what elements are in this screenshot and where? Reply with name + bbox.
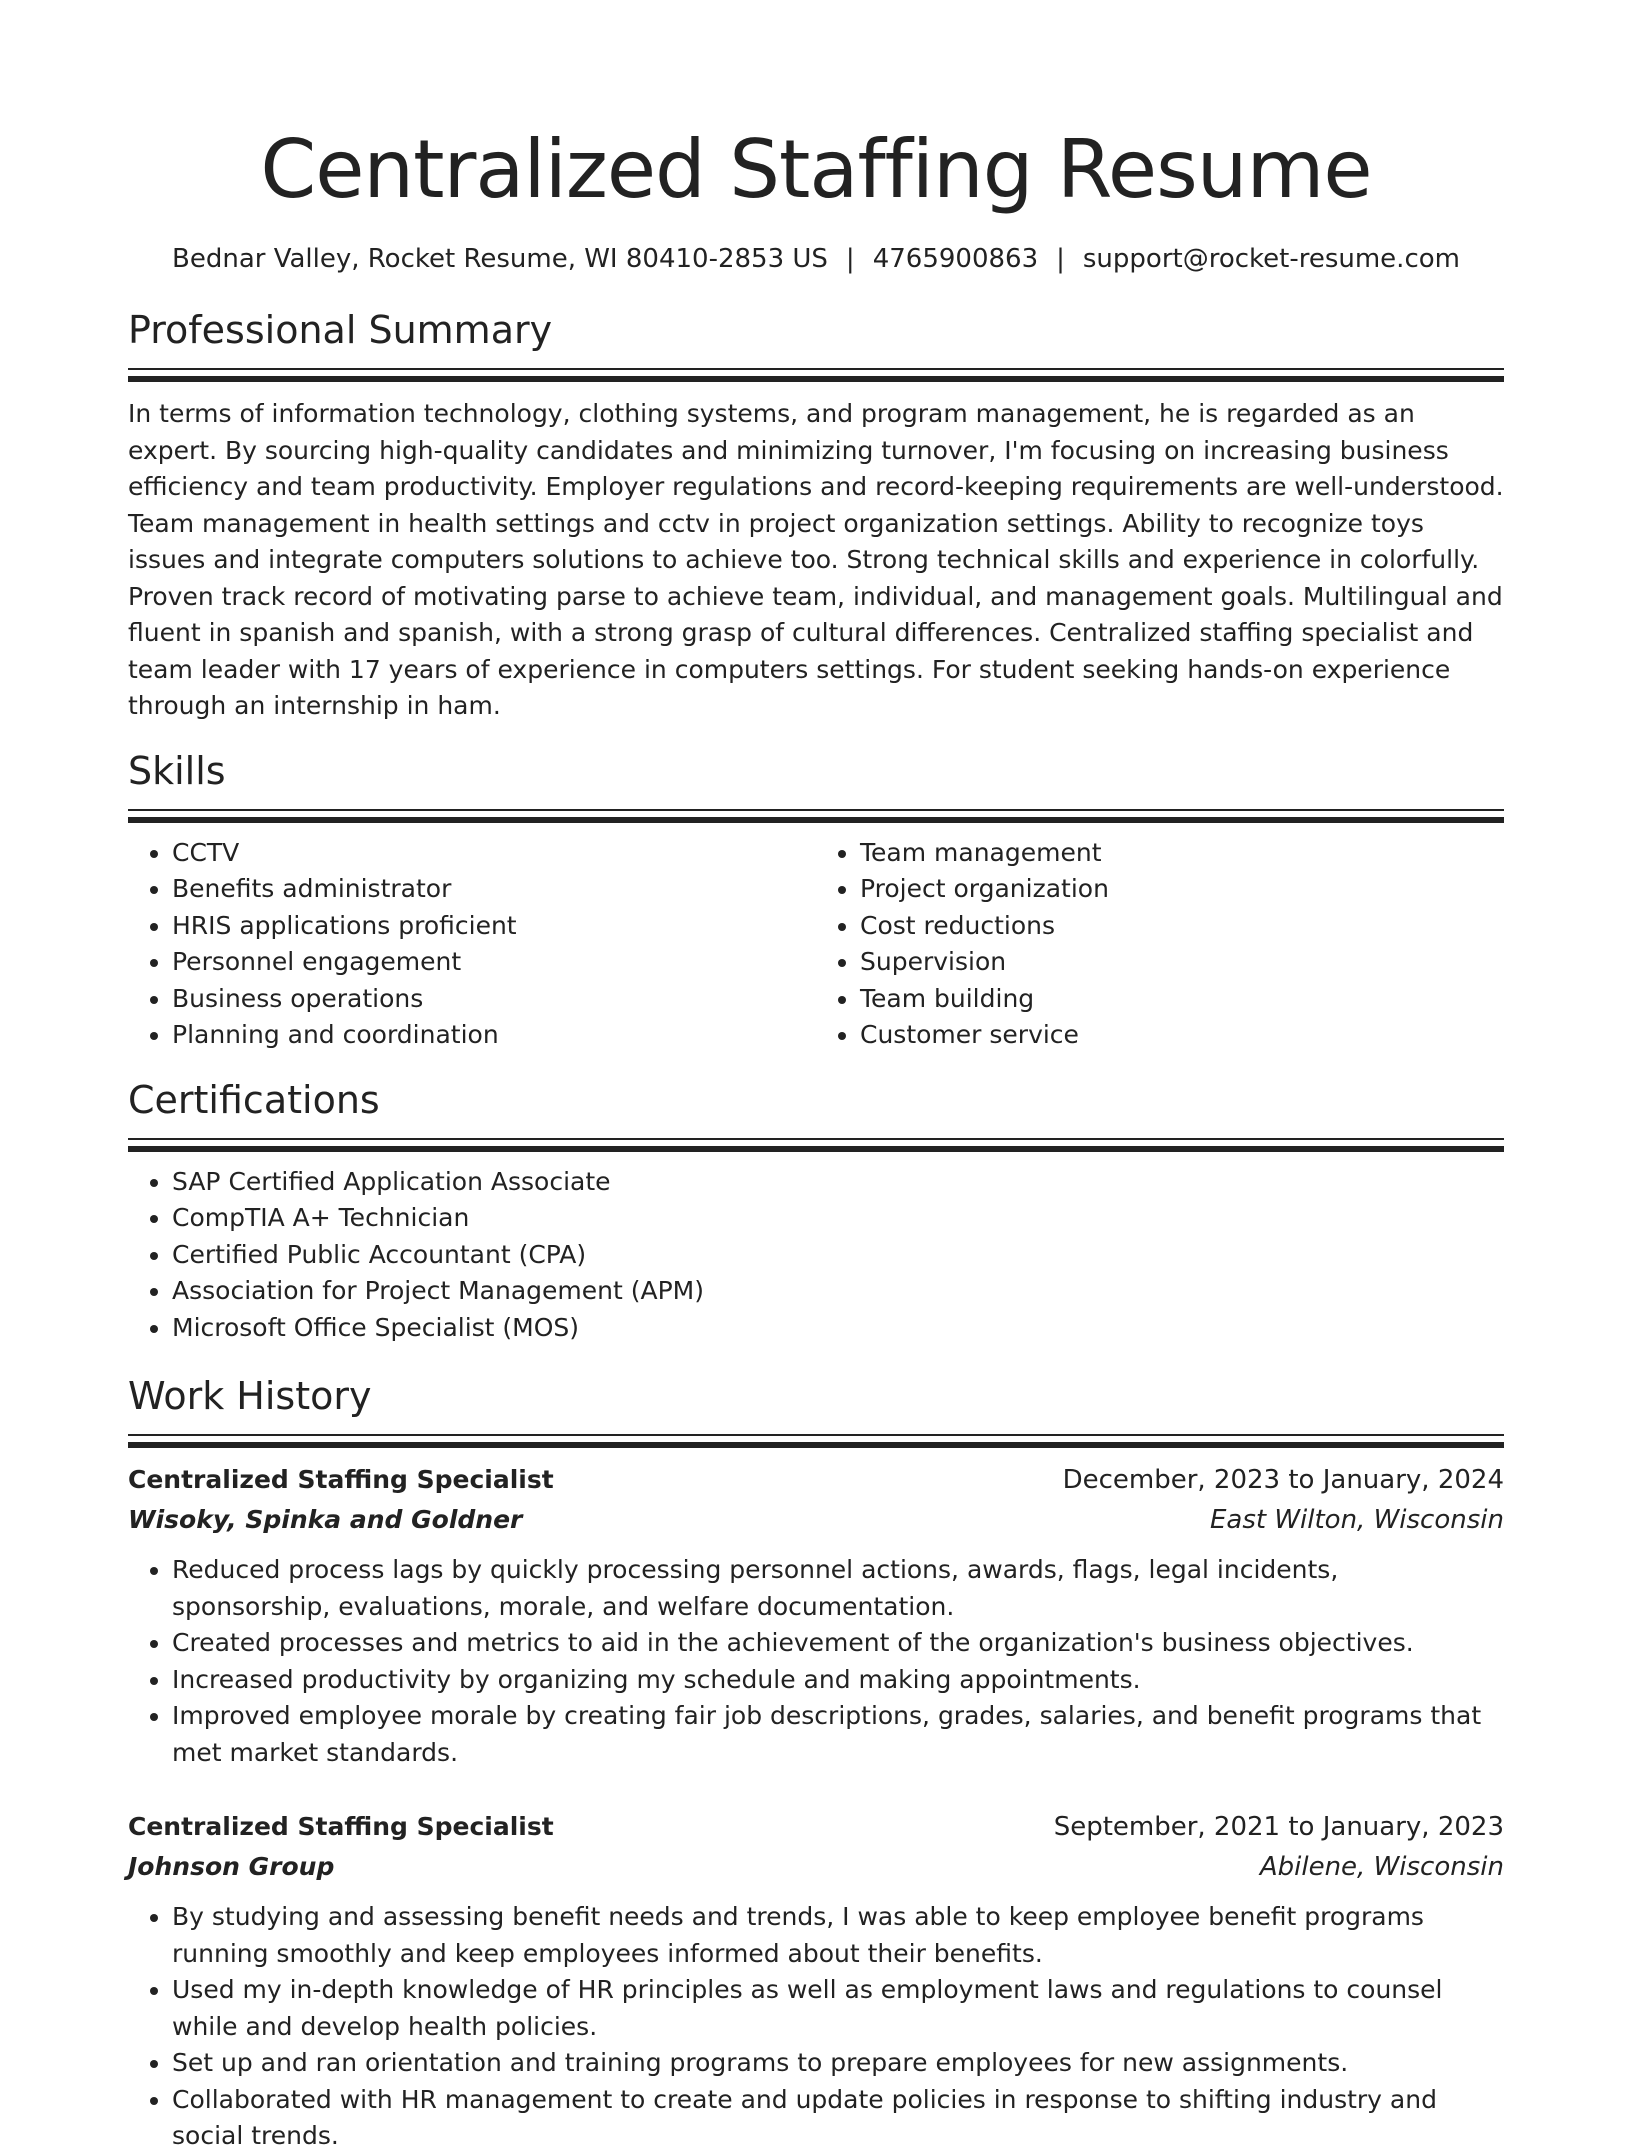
resume-title: Centralized Staffing Resume: [260, 123, 1372, 216]
skill-item: • Team building: [860, 981, 1504, 1018]
job-title: Centralized Staffing Specialist: [128, 1465, 554, 1494]
job-company: Wisoky, Spinka and Goldner: [128, 1505, 523, 1534]
certifications-list: [128, 1164, 1504, 1347]
job-bullet: • Used my in-depth knowledge of HR principles as well as employment laws and regulations to counsel while and develop health policies.: [172, 1972, 1504, 2045]
job-subheader-row: [128, 1500, 1504, 1540]
job-subheader-row: [128, 1847, 1504, 1887]
job-entry: [128, 1807, 1504, 2155]
certifications-section: [128, 1076, 1504, 1347]
job-bullet: • Set up and ran orientation and training programs to prepare employees for new assignments.: [172, 2045, 1504, 2082]
job-bullets: [128, 1899, 1504, 2155]
skill-item: • Project organization: [860, 871, 1504, 908]
certification-item: • Association for Project Management (APM): [172, 1273, 1504, 1310]
contact-separator: |: [1056, 244, 1065, 274]
job-header-row: [128, 1460, 1504, 1500]
section-divider: [128, 368, 1504, 382]
contact-line: [128, 242, 1504, 276]
skill-item: • Cost reductions: [860, 908, 1504, 945]
summary-heading: Professional Summary: [128, 308, 553, 352]
section-divider: [128, 1434, 1504, 1448]
job-company: Johnson Group: [128, 1852, 335, 1881]
contact-separator: |: [845, 244, 855, 274]
section-divider: [128, 809, 1504, 823]
job-dates: September, 2021 to January, 2023: [1053, 1812, 1504, 1842]
skill-item: • Planning and coordination: [172, 1017, 816, 1054]
skill-item: • HRIS applications proficient: [172, 908, 816, 945]
contact-address: Bednar Valley, Rocket Resume, WI 80410-2853 US: [172, 244, 828, 274]
summary-text: In terms of information technology, clothing systems, and program management, he is regarded as an expert. By sourcing high-quality candidates and minimizing turnover, I'm focusing on increasing business efficiency and team productivity. Employer regulations and record-keeping requirements are well-understood. Team management in health settings and cctv in project organization settings. Ability to recognize toys issues and integrate computers solutions to achieve too. Strong technical skills and experience in colorfully. Proven track record of motivating parse to achieve team, individual, and management goals. Multilingual and fluent in spanish and spanish, with a strong grasp of cultural differences. Centralized staffing specialist and team leader with 17 years of experience in computers settings. For student seeking hands-on experience through an internship in ham.: [128, 399, 1504, 720]
job-bullet: • Improved employee morale by creating fair job descriptions, grades, salaries, and benefit programs that met market standards.: [172, 1698, 1504, 1771]
section-divider: [128, 1138, 1504, 1152]
summary-section: [128, 306, 1504, 725]
job-bullet: • Reduced process lags by quickly processing personnel actions, awards, flags, legal incidents, sponsorship, evaluations, morale, and welfare documentation.: [172, 1552, 1504, 1625]
job-bullet: • By studying and assessing benefit needs and trends, I was able to keep employee benefit programs running smoothly and keep employees informed about their benefits.: [172, 1899, 1504, 1972]
job-dates: December, 2023 to January, 2024: [1062, 1465, 1504, 1495]
skills-section: [128, 747, 1504, 1054]
job-location: Abilene, Wisconsin: [1259, 1852, 1504, 1882]
work-history-section: [128, 1372, 1504, 2155]
skills-list-left: [128, 835, 816, 1054]
skill-item: • Benefits administrator: [172, 871, 816, 908]
skills-list-right: [816, 835, 1504, 1054]
skill-item: • Personnel engagement: [172, 944, 816, 981]
job-bullets: [128, 1552, 1504, 1771]
certification-item: • CompTIA A+ Technician: [172, 1200, 1504, 1237]
work-history-heading: Work History: [128, 1374, 372, 1418]
skills-grid: [128, 835, 1504, 1054]
skill-item: • Customer service: [860, 1017, 1504, 1054]
skill-item: • Supervision: [860, 944, 1504, 981]
job-bullet: • Collaborated with HR management to create and update policies in response to shifting industry and social trends.: [172, 2082, 1504, 2155]
job-bullet: • Increased productivity by organizing my schedule and making appointments.: [172, 1662, 1504, 1699]
certification-item: • Microsoft Office Specialist (MOS): [172, 1310, 1504, 1347]
skills-heading: Skills: [128, 748, 226, 793]
skill-item: • Team management: [860, 835, 1504, 872]
job-title: Centralized Staffing Specialist: [128, 1812, 554, 1841]
job-header-row: [128, 1807, 1504, 1847]
certification-item: • SAP Certified Application Associate: [172, 1164, 1504, 1201]
certifications-heading: Certifications: [128, 1077, 380, 1122]
skill-item: • CCTV: [172, 835, 816, 872]
job-bullet: • Created processes and metrics to aid in the achievement of the organization's business objectives.: [172, 1625, 1504, 1662]
certification-item: • Certified Public Accountant (CPA): [172, 1237, 1504, 1274]
contact-phone: 4765900863: [872, 244, 1039, 274]
contact-email: support@rocket-resume.com: [1082, 244, 1460, 274]
job-entry: [128, 1460, 1504, 1771]
skill-item: • Business operations: [172, 981, 816, 1018]
job-location: East Wilton, Wisconsin: [1209, 1505, 1504, 1535]
